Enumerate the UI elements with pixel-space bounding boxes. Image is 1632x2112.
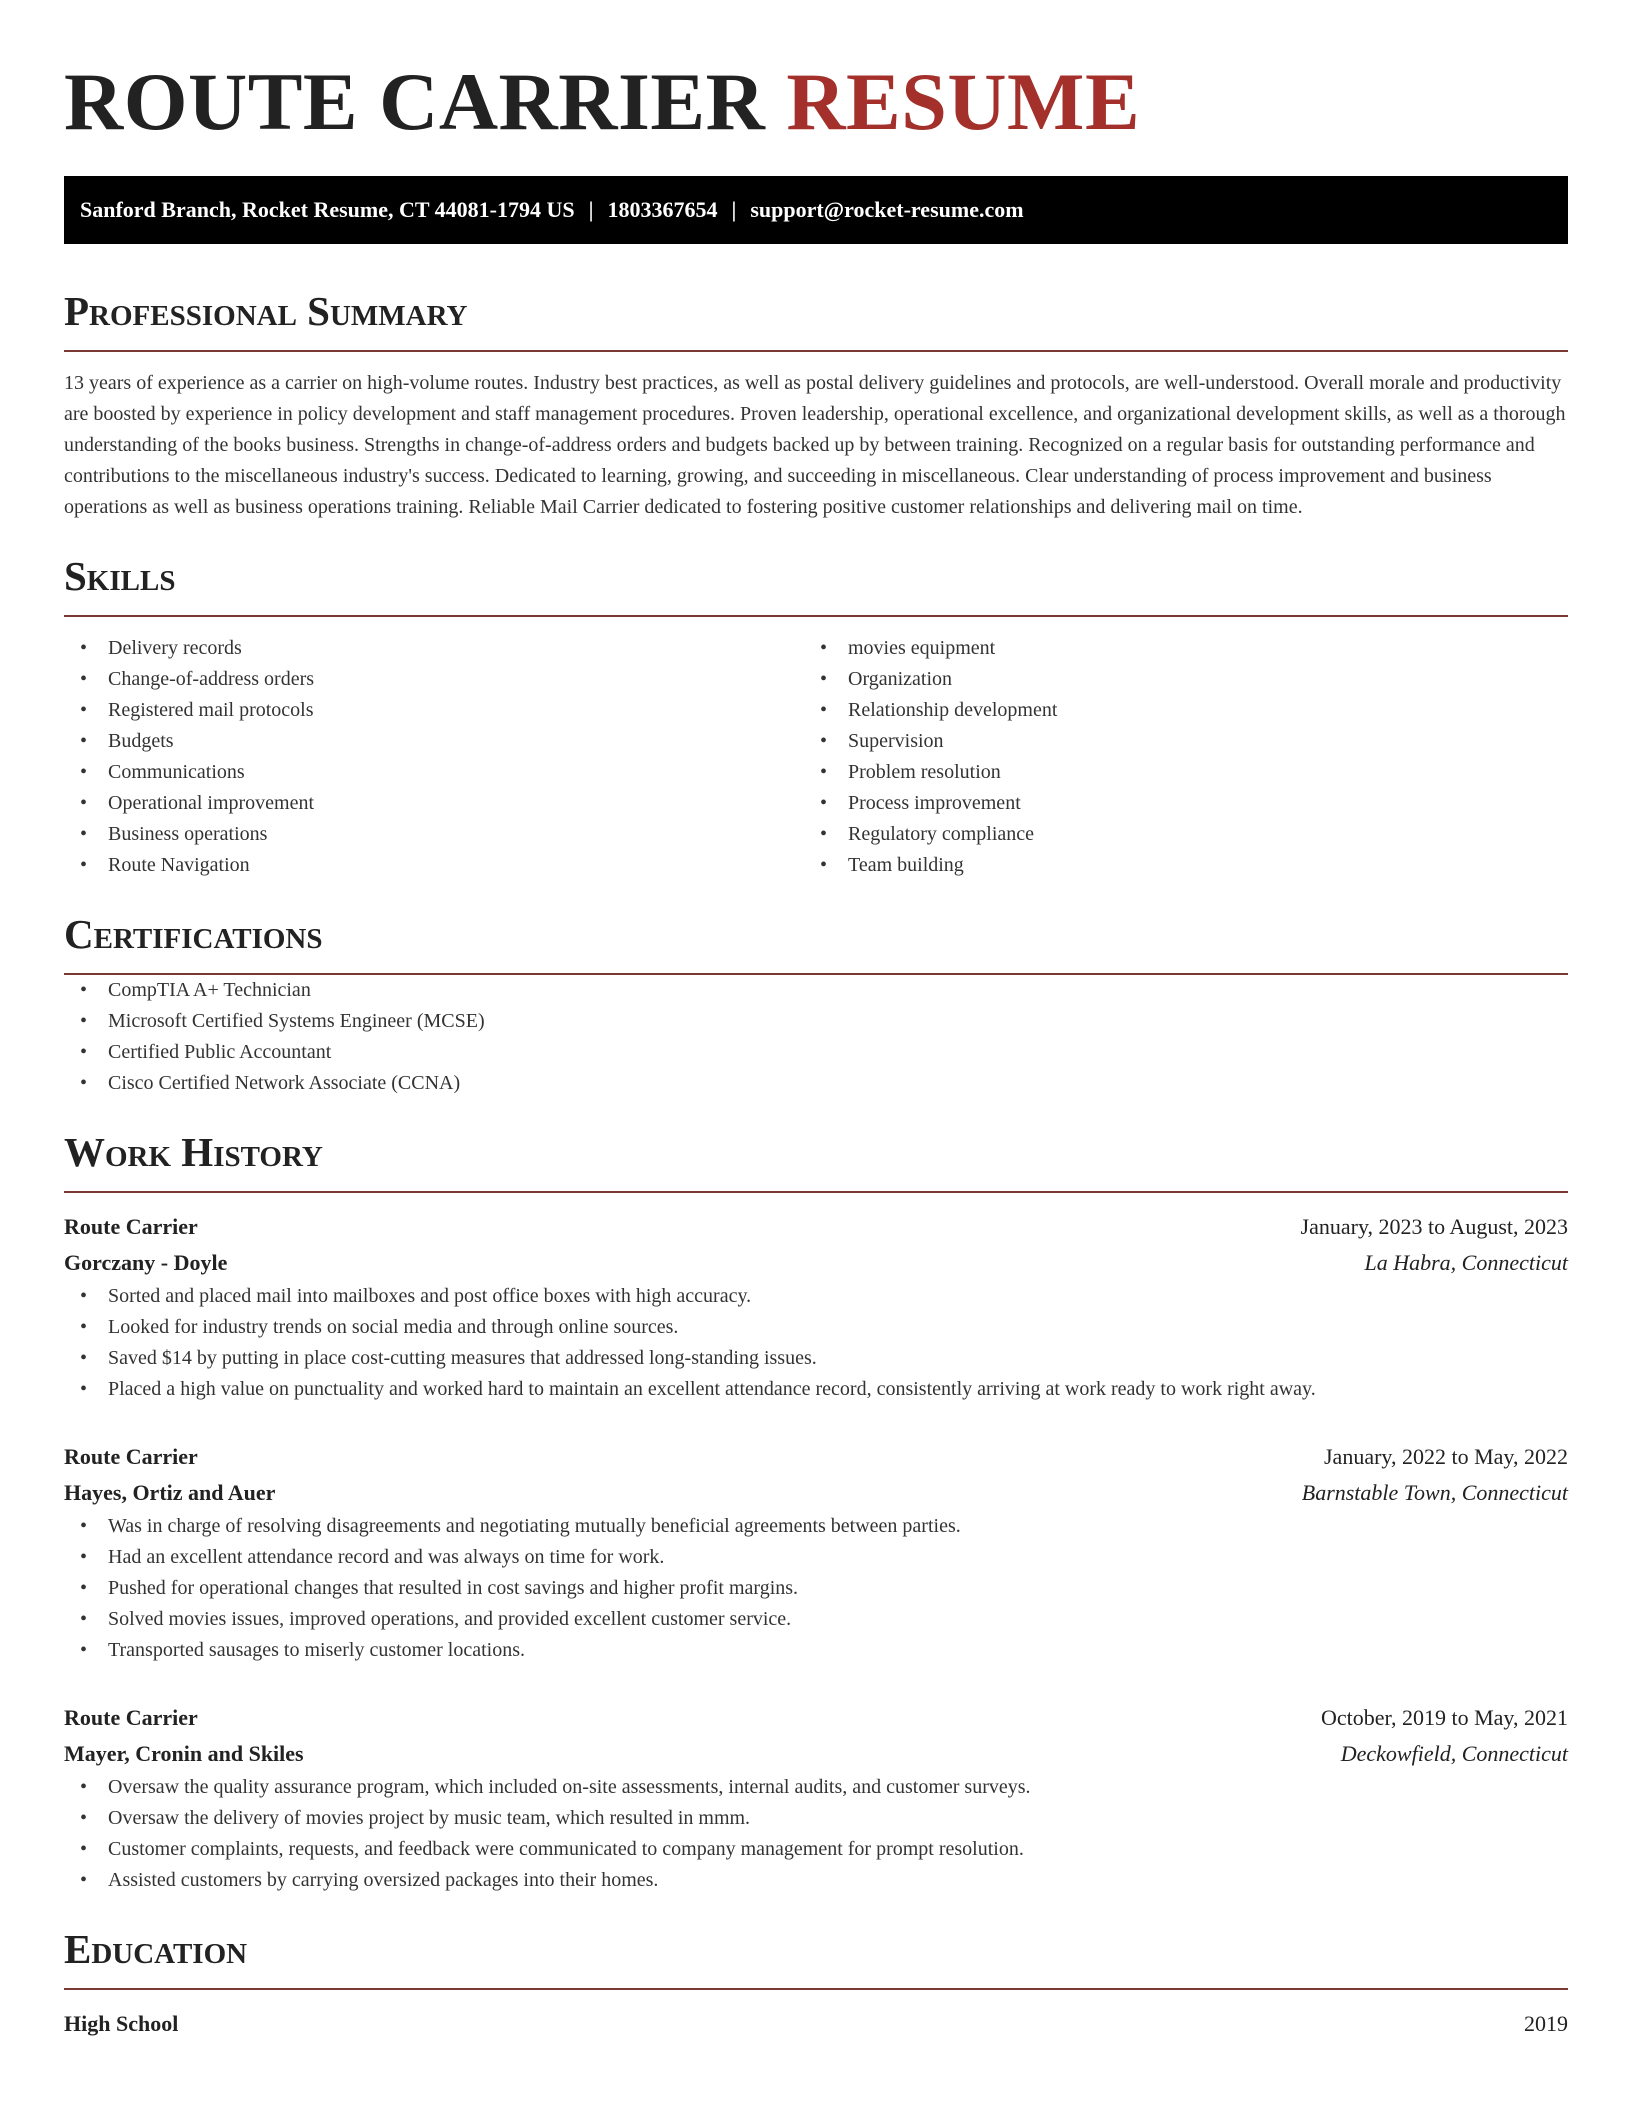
certification-item: • CompTIA A+ Technician xyxy=(64,975,1568,1006)
job-duties xyxy=(64,1772,1568,1896)
job-dates: October, 2019 to May, 2021 xyxy=(1321,1705,1568,1730)
contact-email[interactable]: support@rocket-resume.com xyxy=(750,197,1024,222)
job-subheader xyxy=(64,1736,1568,1772)
title-accent: RESUME xyxy=(786,56,1141,147)
job-location: La Habra, Connecticut xyxy=(1364,1250,1568,1275)
job-duty: • Sorted and placed mail into mailboxes and post office boxes with high accuracy. xyxy=(64,1281,1568,1312)
job-location: Deckowfield, Connecticut xyxy=(1340,1741,1568,1766)
contact-separator: | xyxy=(731,197,737,222)
job-company: Gorczany - Doyle xyxy=(64,1250,228,1275)
skill-item: • Communications xyxy=(64,757,804,788)
job-subheader xyxy=(64,1475,1568,1511)
section-divider xyxy=(64,1191,1568,1193)
job-duty: • Looked for industry trends on social media and through online sources. xyxy=(64,1312,1568,1343)
contact-phone[interactable]: 1803367654 xyxy=(607,197,718,222)
education-section xyxy=(64,1924,1568,2042)
job-dates: January, 2022 to May, 2022 xyxy=(1324,1444,1568,1469)
job-company: Mayer, Cronin and Skiles xyxy=(64,1741,304,1766)
section-title-summary: Professional Summary xyxy=(64,288,468,334)
education-year: 2019 xyxy=(1524,2011,1568,2036)
job-duty: • Oversaw the delivery of movies project by music team, which resulted in mmm. xyxy=(64,1803,1568,1834)
skill-item: • Change-of-address orders xyxy=(64,664,804,695)
skill-item: • movies equipment xyxy=(804,633,1544,664)
skills-grid xyxy=(64,633,1568,881)
job-title: Route Carrier xyxy=(64,1214,198,1239)
education-degree: High School xyxy=(64,2011,179,2036)
summary-section xyxy=(64,286,1568,523)
section-divider xyxy=(64,1988,1568,1990)
skill-item: • Problem resolution xyxy=(804,757,1544,788)
job-duty: • Pushed for operational changes that resulted in cost savings and higher profit margins. xyxy=(64,1573,1568,1604)
job-subheader xyxy=(64,1245,1568,1281)
skill-item: • Relationship development xyxy=(804,695,1544,726)
job-title: Route Carrier xyxy=(64,1444,198,1469)
skill-item: • Route Navigation xyxy=(64,850,804,881)
job-dates: January, 2023 to August, 2023 xyxy=(1300,1214,1568,1239)
resume-page xyxy=(64,0,1568,2042)
contact-bar xyxy=(64,176,1568,244)
skills-list-left xyxy=(64,633,804,881)
skill-item: • Regulatory compliance xyxy=(804,819,1544,850)
job-duty: • Was in charge of resolving disagreements and negotiating mutually beneficial agreements between parties. xyxy=(64,1511,1568,1542)
job-duty: • Placed a high value on punctuality and worked hard to maintain an excellent attendance record, consistently arriving at work ready to work right away. xyxy=(64,1374,1568,1405)
job-location: Barnstable Town, Connecticut xyxy=(1301,1480,1568,1505)
skills-column-right xyxy=(804,633,1544,881)
job-title: Route Carrier xyxy=(64,1705,198,1730)
skill-item: • Organization xyxy=(804,664,1544,695)
contact-address: Sanford Branch, Rocket Resume, CT 44081-1794 US xyxy=(80,197,575,222)
skill-item: • Process improvement xyxy=(804,788,1544,819)
skill-item: • Team building xyxy=(804,850,1544,881)
job-duty: • Solved movies issues, improved operations, and provided excellent customer service. xyxy=(64,1604,1568,1635)
job-duties xyxy=(64,1511,1568,1666)
section-title-certifications: Certifications xyxy=(64,911,323,957)
certification-item: • Certified Public Accountant xyxy=(64,1037,1568,1068)
title-main: ROUTE CARRIER xyxy=(64,56,766,147)
certifications-section xyxy=(64,909,1568,1099)
education-entry xyxy=(64,2006,1568,2042)
job-entry xyxy=(64,1700,1568,1896)
certifications-list xyxy=(64,975,1568,1099)
job-entry xyxy=(64,1439,1568,1666)
skill-item: • Registered mail protocols xyxy=(64,695,804,726)
work-history-section xyxy=(64,1127,1568,1896)
job-duty: • Oversaw the quality assurance program, which included on-site assessments, internal audits, and customer surveys. xyxy=(64,1772,1568,1803)
skill-item: • Operational improvement xyxy=(64,788,804,819)
job-duties xyxy=(64,1281,1568,1405)
job-header xyxy=(64,1700,1568,1736)
summary-text: 13 years of experience as a carrier on high-volume routes. Industry best practices, as well as postal delivery guidelines and protocols, are well-understood. Overall morale and productivity are boosted by experience in policy development and staff management procedures. Proven leadership, operational excellence, and organizational development skills, as well as a thorough understanding of the books business. Strengths in change-of-address orders and budgets backed up by between training. Recognized on a regular basis for outstanding performance and contributions to the miscellaneous industry's success. Dedicated to learning, growing, and succeeding in miscellaneous. Clear understanding of process improvement and business operations as well as business operations training. Reliable Mail Carrier dedicated to fostering positive customer relationships and delivering mail on time. xyxy=(64,372,1566,518)
certification-item: • Cisco Certified Network Associate (CCNA) xyxy=(64,1068,1568,1099)
skill-item: • Supervision xyxy=(804,726,1544,757)
section-title-education: Education xyxy=(64,1926,248,1972)
contact-separator: | xyxy=(588,197,594,222)
skills-section xyxy=(64,551,1568,881)
skill-item: • Budgets xyxy=(64,726,804,757)
section-title-work-history: Work History xyxy=(64,1129,323,1175)
skills-column-left xyxy=(64,633,804,881)
job-header xyxy=(64,1439,1568,1475)
section-title-skills: Skills xyxy=(64,553,176,599)
job-duty: • Assisted customers by carrying oversized packages into their homes. xyxy=(64,1865,1568,1896)
skill-item: • Delivery records xyxy=(64,633,804,664)
job-duty: • Had an excellent attendance record and was always on time for work. xyxy=(64,1542,1568,1573)
skill-item: • Business operations xyxy=(64,819,804,850)
job-duty: • Transported sausages to miserly customer locations. xyxy=(64,1635,1568,1666)
section-divider xyxy=(64,615,1568,617)
section-divider xyxy=(64,350,1568,352)
job-entry xyxy=(64,1209,1568,1405)
job-duty: • Saved $14 by putting in place cost-cutting measures that addressed long-standing issues. xyxy=(64,1343,1568,1374)
certification-item: • Microsoft Certified Systems Engineer (MCSE) xyxy=(64,1006,1568,1037)
resume-title xyxy=(64,0,1568,152)
job-duty: • Customer complaints, requests, and feedback were communicated to company management for prompt resolution. xyxy=(64,1834,1568,1865)
skills-list-right xyxy=(804,633,1544,881)
job-company: Hayes, Ortiz and Auer xyxy=(64,1480,276,1505)
job-header xyxy=(64,1209,1568,1245)
